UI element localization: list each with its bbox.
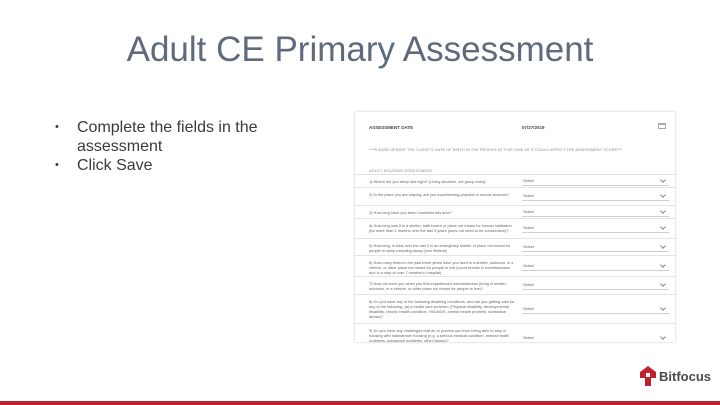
answer-select[interactable]: [522, 262, 669, 271]
question-row: [355, 187, 675, 205]
question-row: [355, 205, 675, 218]
question-row: [355, 218, 675, 238]
question-text: 3) How long have you been homeless this time?: [369, 210, 452, 215]
question-row: [355, 276, 675, 294]
chevron-down-icon: [660, 305, 666, 311]
select-value: Select: [523, 244, 535, 249]
select-value: Select: [523, 225, 535, 230]
chevron-down-icon: [660, 243, 666, 249]
question-row: [355, 294, 675, 323]
question-text: 6) How many times in the past three years have you lived in a shelter, outdoors, in a vehicle, or other place not meant for people to live (count breaks in homelessness due to a stay of over 7 months in hospital): [369, 260, 514, 275]
question-row: [355, 174, 675, 187]
select-value: Select: [523, 193, 535, 198]
select-value: Select: [523, 306, 535, 311]
select-value: Select: [523, 178, 535, 183]
assessment-date-row: [355, 112, 675, 132]
select-value: Select: [523, 282, 535, 287]
bullet-text: Click Save: [77, 157, 153, 174]
slide-title: Adult CE Primary Assessment: [126, 30, 594, 69]
select-value: Select: [523, 209, 535, 214]
chevron-down-icon: [660, 281, 666, 287]
answer-select[interactable]: [522, 305, 669, 314]
question-row: [355, 323, 675, 342]
calendar-icon[interactable]: [658, 123, 666, 129]
logo-text: Bitfocus: [659, 369, 711, 384]
chevron-down-icon: [660, 334, 666, 340]
question-text: 2) In the place you are staying, are you experiencing physical or sexual violence?: [369, 192, 509, 197]
assessment-date-field[interactable]: 07/27/2019: [522, 125, 545, 130]
question-text: 1) Where did you sleep last night? (Living situation, not group entry): [369, 179, 486, 184]
bullet-item: • Click Save: [55, 157, 153, 174]
select-value: Select: [523, 335, 535, 340]
bottom-accent-bar: [0, 401, 720, 405]
question-text: 7) How old were you when you first experienced homelessness (living in shelter, outdoors, in a vehicle, or other place not meant for people to live)?: [369, 281, 507, 291]
question-row: [355, 255, 675, 276]
question-list: [355, 174, 675, 342]
bullet-text: Complete the fields in the assessment: [77, 119, 258, 155]
assessment-date-label: ASSESSMENT DATE: [369, 125, 414, 130]
chevron-down-icon: [660, 224, 666, 230]
dob-notice: ***PLEASE UPDATE THE CLIENT'S DATE OF BIRTH IN THE PROFILE AT THIS TIME AS IT COULD AFFECT THE ASSESSMENT SCORE***: [369, 148, 623, 152]
assessment-screenshot: [355, 112, 675, 342]
question-text: 9) Do you have any challenges that do or prevent you from being able to stay in housing with mainstream housing (e.g. a serious medical condition, mental health problems, substance problems, other issues)?: [369, 328, 510, 342]
bitfocus-logo: [640, 366, 720, 388]
answer-select[interactable]: [522, 224, 669, 233]
question-text: 4) How long was it in a shelter, safe haven or place not meant for human habitation (for more than 1 months over the last 3 years (does not need to be consecutive)?: [369, 223, 512, 233]
chevron-down-icon: [660, 192, 666, 198]
chevron-down-icon: [660, 262, 666, 268]
chevron-down-icon: [660, 177, 666, 183]
chevron-down-icon: [660, 208, 666, 214]
answer-select[interactable]: [522, 243, 669, 252]
question-text: 8) Do you have any of the following disabling conditions, and are you getting care for any of the following: (a) a health care provider; (Physical disability, developmental disability, chronic health condition, HIV/AIDS, mental health problem, substance abuse)?: [369, 299, 515, 319]
question-row: [355, 238, 675, 255]
answer-select[interactable]: [522, 281, 669, 290]
answer-select[interactable]: [522, 177, 669, 186]
question-text: 5) How long, in total over the last 3 in an emergency shelter or place not meant for people to sleep including today (over lifetime): [369, 243, 511, 253]
bullet-list: [55, 118, 305, 175]
answer-select[interactable]: [522, 334, 669, 342]
select-value: Select: [523, 263, 535, 268]
bullet-item: • Complete the fields in the assessment: [55, 119, 258, 155]
section-title: ADULT HOUSING ASSESSMENT: [369, 168, 433, 173]
answer-select[interactable]: [522, 208, 669, 217]
bitfocus-logo-icon: [640, 366, 656, 386]
answer-select[interactable]: [522, 192, 669, 201]
